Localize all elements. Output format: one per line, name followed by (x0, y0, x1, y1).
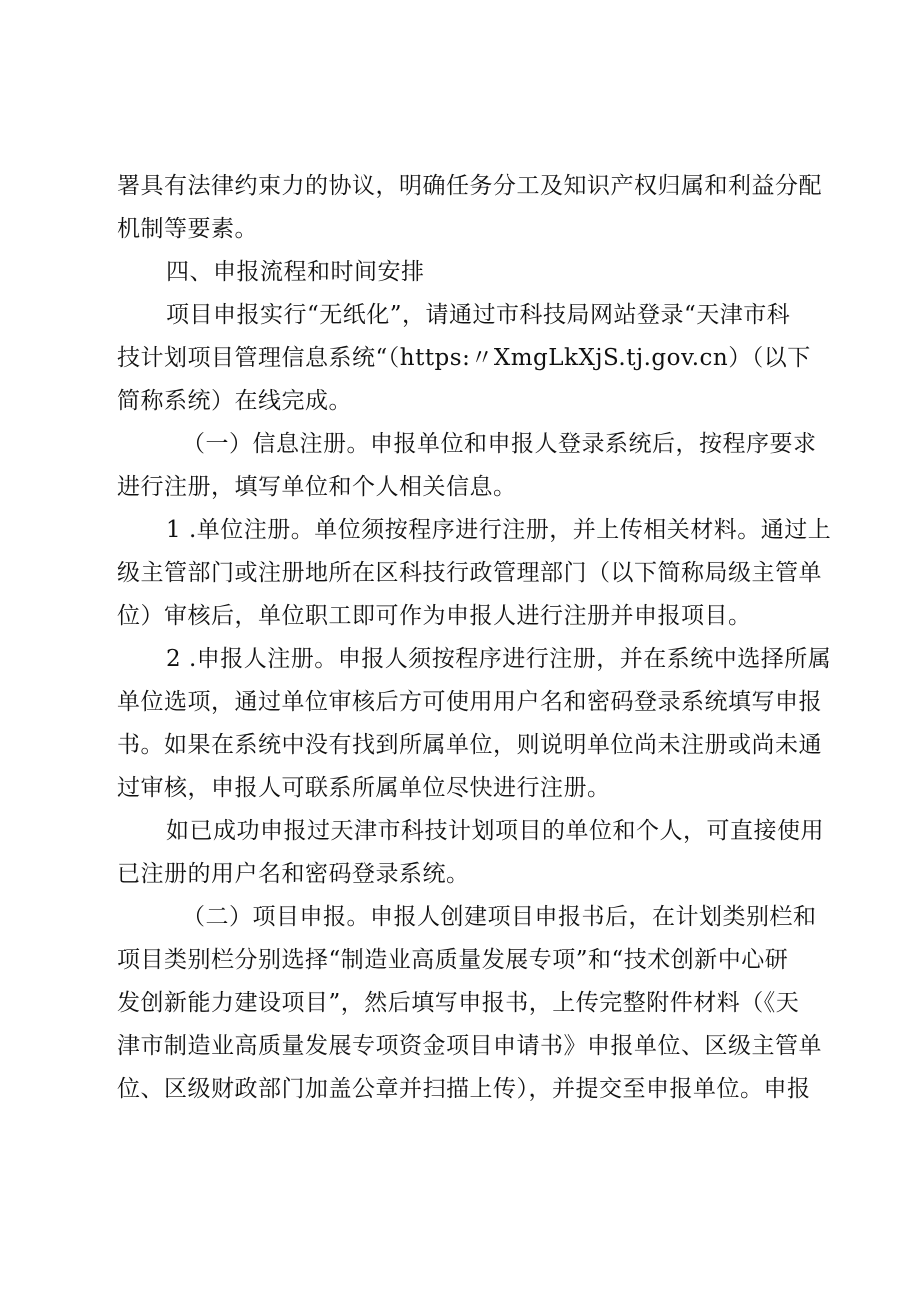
list-item-line: 1 .单位注册。单位须按程序进行注册，并上传相关材料。通过上 (166, 517, 832, 543)
body-line: 位）审核后，单位职工即可作为申报人进行注册并申报项目。 (117, 603, 752, 629)
body-line: 技计划项目管理信息系统“（https:〃XmgLkXjS.tj.gov.cn）（以下 (117, 345, 811, 371)
body-line: 津市制造业高质量发展专项资金项目申请书》申报单位、区级主管单 (117, 1033, 822, 1059)
body-line: 进行注册，填写单位和个人相关信息。 (117, 474, 517, 500)
body-line: 简称系统）在线完成。 (117, 388, 352, 414)
body-line: 已注册的用户名和密码登录系统。 (117, 861, 470, 887)
subsection-line: （二）项目申报。申报人创建项目申报书后，在计划类别栏和 (182, 904, 817, 930)
list-item-line: 2 .申报人注册。申报人须按程序进行注册，并在系统中选择所属 (166, 646, 832, 672)
body-line: 单位选项，通过单位审核后方可使用用户名和密码登录系统填写申报 (117, 689, 822, 715)
body-line: 过审核，申报人可联系所属单位尽快进行注册。 (117, 775, 611, 801)
subsection-line: （一）信息注册。申报单位和申报人登录系统后，按程序要求 (182, 431, 817, 457)
body-line: 机制等要素。 (117, 216, 258, 242)
body-line: 位、区级财政部门加盖公章并扫描上传），并提交至申报单位。申报 (117, 1076, 811, 1102)
body-line: 项目申报实行“无纸化”，请通过市科技局网站登录“天津市科 (166, 302, 791, 328)
section-heading: 四、申报流程和时间安排 (166, 259, 425, 285)
body-line: 如已成功申报过天津市科技计划项目的单位和个人，可直接使用 (166, 818, 824, 844)
body-line: 署具有法律约束力的协议，明确任务分工及知识产权归属和利益分配 (117, 173, 822, 199)
body-line: 发创新能力建设项目”，然后填写申报书，上传完整附件材料（《天 (117, 990, 800, 1016)
body-line: 级主管部门或注册地所在区科技行政管理部门（以下简称局级主管单 (117, 560, 822, 586)
body-line: 书。如果在系统中没有找到所属单位，则说明单位尚未注册或尚未通 (117, 732, 822, 758)
body-line: 项目类别栏分别选择“制造业高质量发展专项”和“技术创新中心研 (117, 947, 789, 973)
